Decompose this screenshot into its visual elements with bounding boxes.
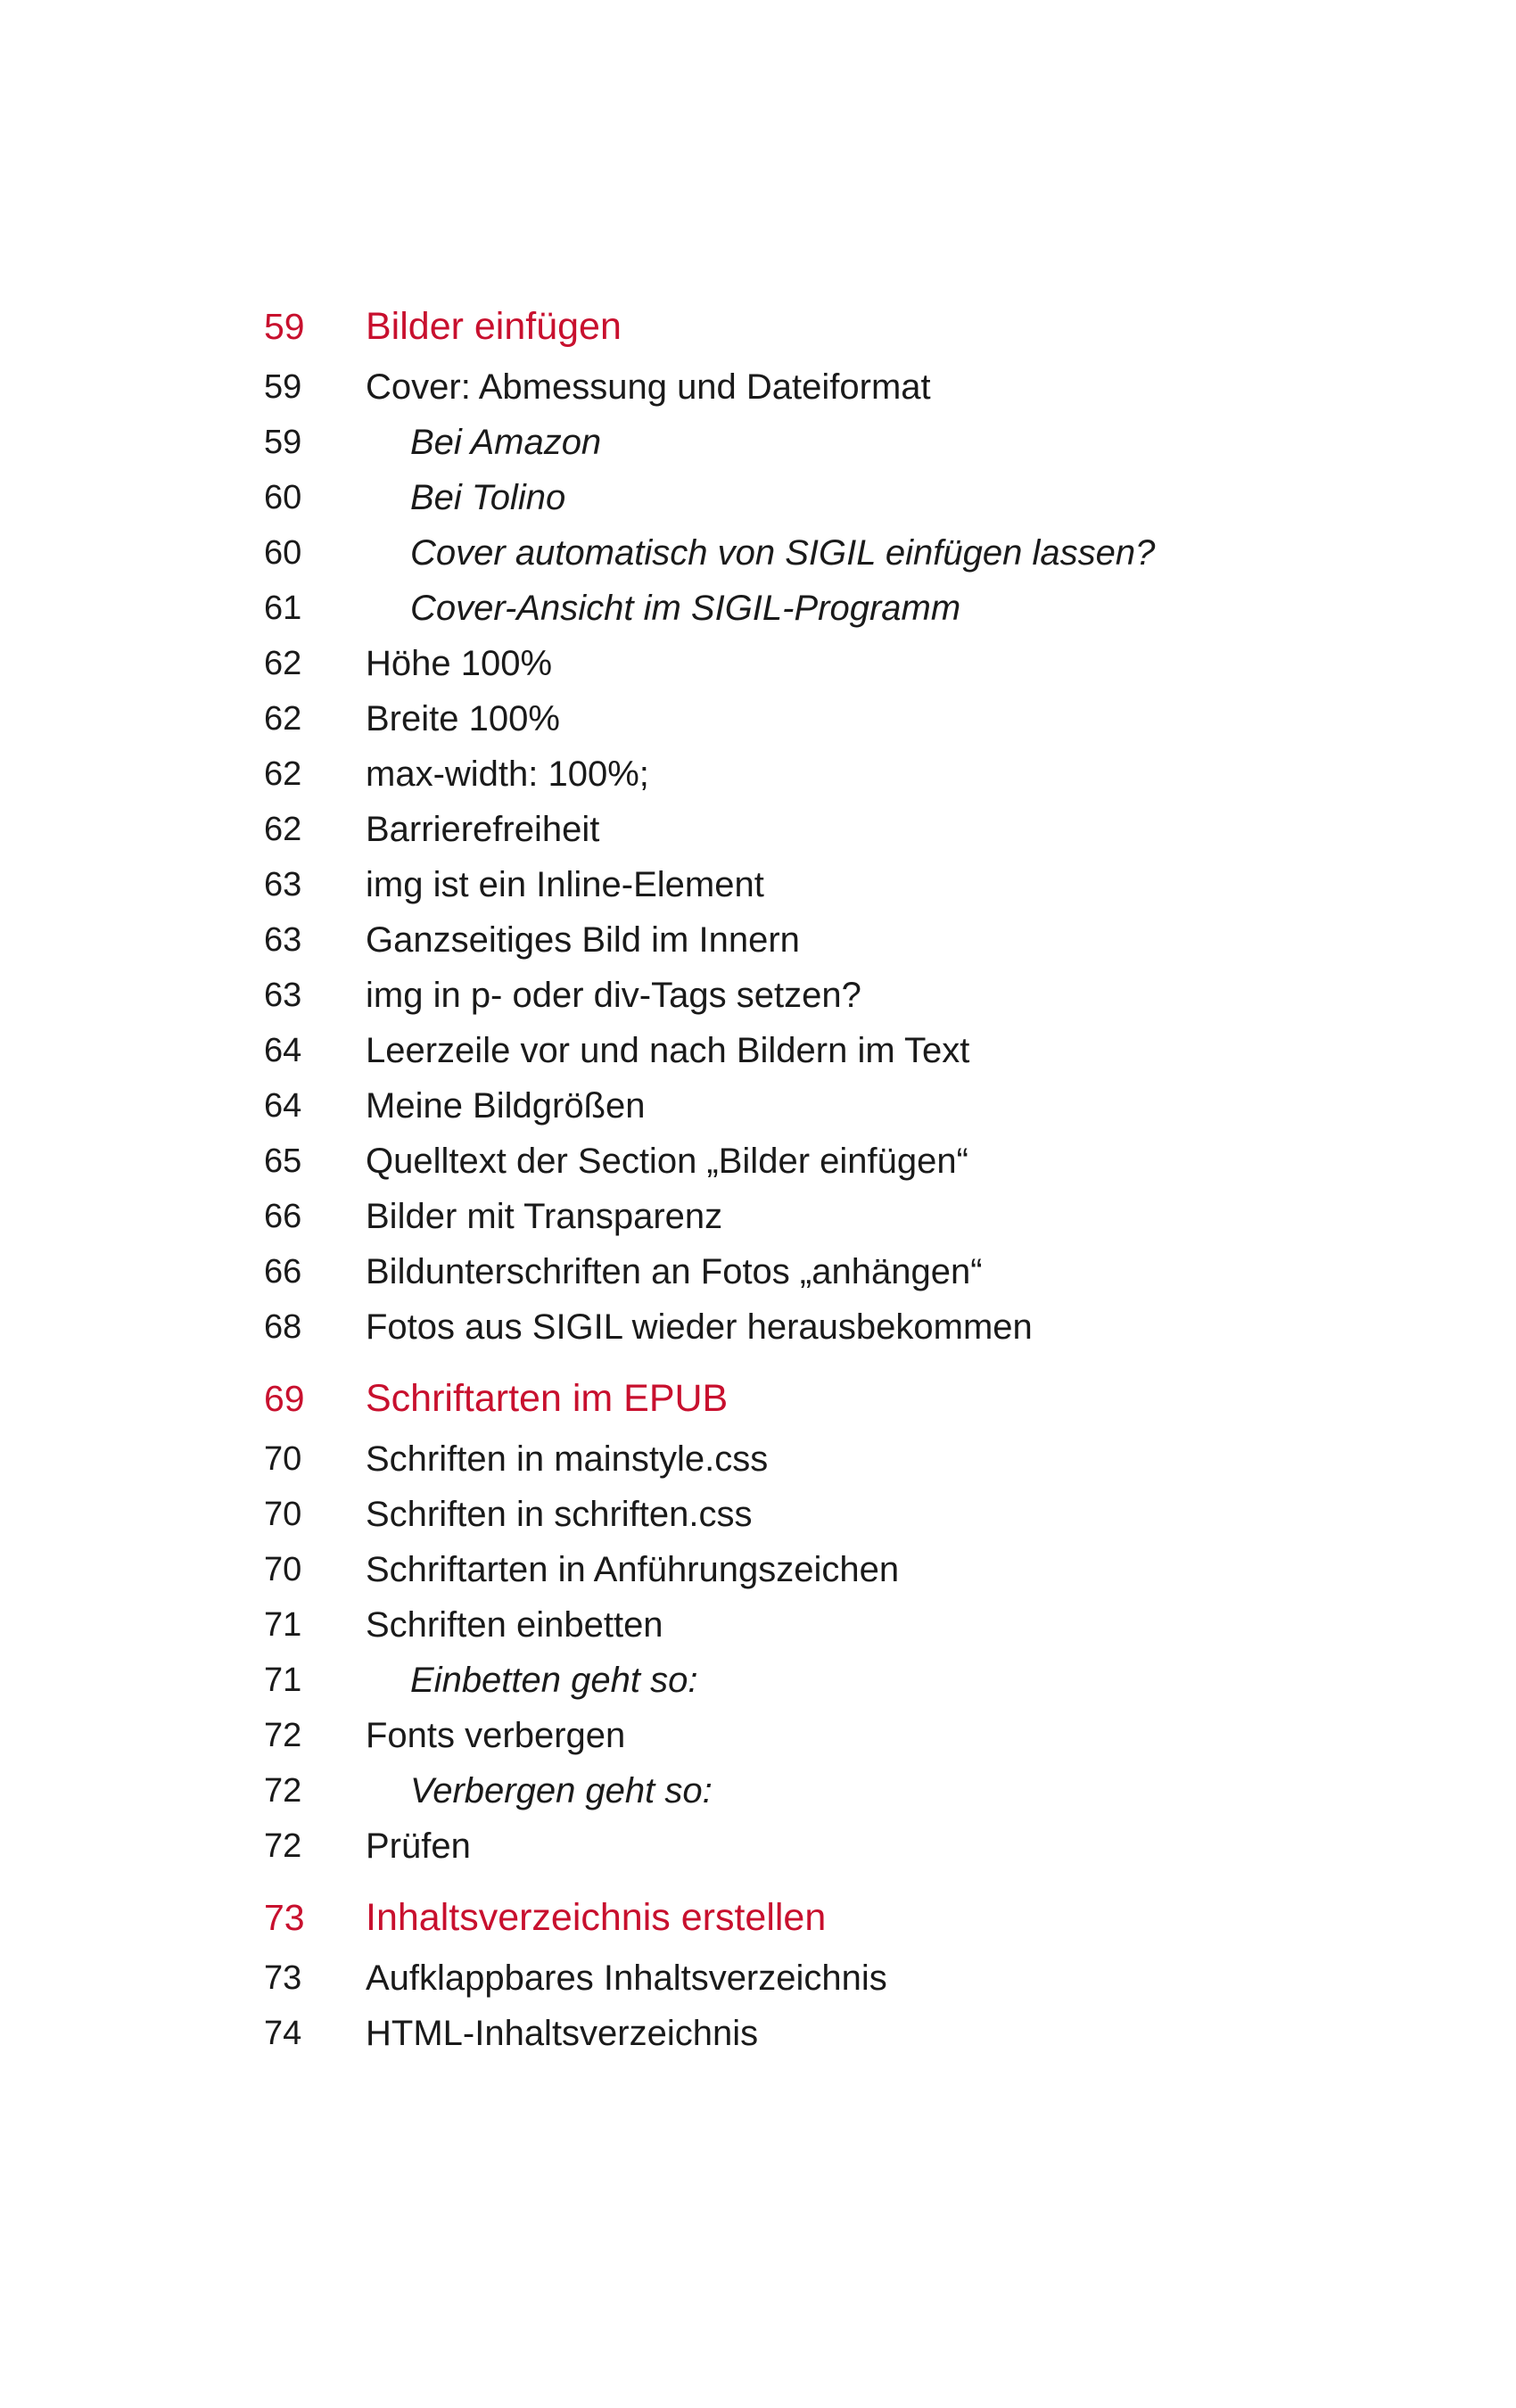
toc-entry-title: Fotos aus SIGIL wieder herausbekommen <box>366 1307 1033 1347</box>
toc-entry-title: Schriften einbetten <box>366 1605 663 1645</box>
toc-entry-title: Schriften in schriften.css <box>366 1495 753 1534</box>
toc-chapter-entry <box>0 299 1516 354</box>
toc-entry <box>0 1134 1516 1189</box>
toc-entry-title: Bildunterschriften an Fotos „anhängen“ <box>366 1252 983 1291</box>
toc-entry <box>0 525 1516 581</box>
toc-page-number: 73 <box>264 1959 302 1997</box>
toc-entry-title: Bei Amazon <box>410 423 602 462</box>
toc-page-number: 59 <box>264 424 302 461</box>
toc-entry <box>0 636 1516 691</box>
toc-entry-title: Cover automatisch von SIGIL einfügen lassen? <box>410 533 1156 573</box>
toc-entry-title: Schriften in mainstyle.css <box>366 1439 769 1479</box>
toc-entry <box>0 691 1516 746</box>
toc-entry-title: Aufklappbares Inhaltsverzeichnis <box>366 1959 887 1998</box>
toc-page-number: 73 <box>264 1897 305 1938</box>
toc-entry <box>0 1763 1516 1818</box>
toc-page-number: 60 <box>264 534 302 572</box>
toc-entry <box>0 1708 1516 1763</box>
toc-entry <box>0 1023 1516 1078</box>
toc-entry <box>0 1078 1516 1134</box>
toc-page-number: 59 <box>264 368 302 406</box>
toc-entry-title: Einbetten geht so: <box>410 1661 698 1700</box>
toc-entry-title: img ist ein Inline-Element <box>366 865 764 904</box>
toc-entry <box>0 1653 1516 1708</box>
toc-page-number: 72 <box>264 1772 302 1810</box>
toc-entry <box>0 857 1516 912</box>
toc-entry <box>0 581 1516 636</box>
toc-entry-title: Höhe 100% <box>366 644 553 683</box>
toc-entry-title: Verbergen geht so: <box>410 1771 713 1810</box>
toc-entry-title: Barrierefreiheit <box>366 810 600 849</box>
toc-page-number: 62 <box>264 700 302 738</box>
toc-page-number: 61 <box>264 590 302 627</box>
toc-entry <box>0 1189 1516 1244</box>
toc-page-number: 65 <box>264 1142 302 1180</box>
toc-entry <box>0 2006 1516 2061</box>
toc-chapter-entry <box>0 1890 1516 1945</box>
toc-page-number: 70 <box>264 1551 302 1588</box>
toc-page-number: 66 <box>264 1253 302 1291</box>
toc-entry <box>0 1542 1516 1597</box>
toc-page-number: 63 <box>264 921 302 959</box>
toc-entry-title: Prüfen <box>366 1827 471 1866</box>
toc-page-number: 64 <box>264 1032 302 1069</box>
toc-entry-title: Meine Bildgrößen <box>366 1086 646 1126</box>
toc-chapter-title: Bilder einfügen <box>366 305 622 348</box>
toc-page-number: 71 <box>264 1662 302 1699</box>
toc-entry <box>0 470 1516 525</box>
toc-page-number: 63 <box>264 866 302 903</box>
toc-entry-title: HTML-Inhaltsverzeichnis <box>366 2014 759 2053</box>
toc-page-number: 59 <box>264 306 305 347</box>
toc-entry-title: Cover-Ansicht im SIGIL-Programm <box>410 589 961 628</box>
toc-entry <box>0 1818 1516 1874</box>
toc-entry-title: Fonts verbergen <box>366 1716 626 1755</box>
toc-page-number: 62 <box>264 755 302 793</box>
toc-entry-title: Bei Tolino <box>410 478 566 517</box>
toc-entry-title: Schriftarten in Anführungszeichen <box>366 1550 900 1589</box>
toc-page-number: 68 <box>264 1308 302 1346</box>
toc-entry <box>0 968 1516 1023</box>
toc-chapter-entry <box>0 1371 1516 1426</box>
toc-entry-title: Cover: Abmessung und Dateiformat <box>366 367 931 407</box>
toc-entry <box>0 802 1516 857</box>
toc-entry <box>0 746 1516 802</box>
toc-page-number: 60 <box>264 479 302 516</box>
toc-entry <box>0 415 1516 470</box>
toc-page-number: 72 <box>264 1717 302 1754</box>
toc-page-number: 71 <box>264 1606 302 1644</box>
toc-entry <box>0 1431 1516 1487</box>
toc-entry <box>0 1950 1516 2006</box>
toc-page-number: 74 <box>264 2015 302 2052</box>
toc-entry-title: max-width: 100%; <box>366 755 649 794</box>
toc-page-number: 63 <box>264 977 302 1014</box>
toc-entry-title: img in p- oder div-Tags setzen? <box>366 976 861 1015</box>
toc-page-number: 70 <box>264 1496 302 1533</box>
toc-entry-title: Ganzseitiges Bild im Innern <box>366 920 800 960</box>
toc-entry-title: Bilder mit Transparenz <box>366 1197 723 1236</box>
toc-page-number: 66 <box>264 1198 302 1235</box>
toc-page-number: 62 <box>264 811 302 848</box>
toc-page-number: 62 <box>264 645 302 682</box>
toc-entry <box>0 912 1516 968</box>
toc-entry-title: Leerzeile vor und nach Bildern im Text <box>366 1031 970 1070</box>
toc-page-number: 70 <box>264 1440 302 1478</box>
toc-chapter-title: Inhaltsverzeichnis erstellen <box>366 1896 827 1939</box>
toc-entry <box>0 1244 1516 1299</box>
toc-entry <box>0 1597 1516 1653</box>
toc-entry <box>0 1487 1516 1542</box>
toc-entry-title: Quelltext der Section „Bilder einfügen“ <box>366 1142 968 1181</box>
toc-chapter-title: Schriftarten im EPUB <box>366 1377 729 1420</box>
toc-page-number: 69 <box>264 1378 305 1419</box>
toc-page-number: 72 <box>264 1827 302 1865</box>
toc-entry <box>0 359 1516 415</box>
toc-page-number: 64 <box>264 1087 302 1125</box>
toc-entry <box>0 1299 1516 1355</box>
toc-entry-title: Breite 100% <box>366 699 560 738</box>
